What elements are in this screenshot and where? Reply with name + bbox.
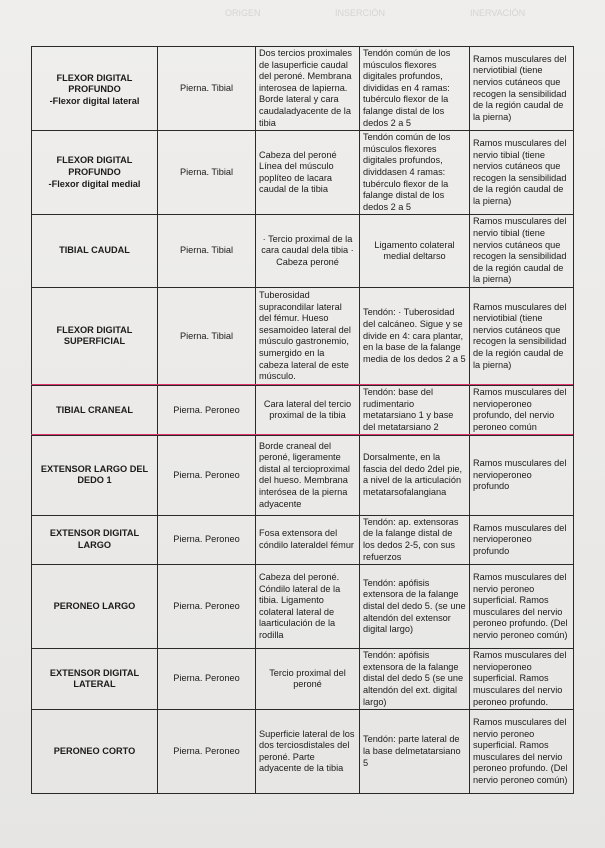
muscle-insertion: Tendón común de los músculos flexores digitales profundos, divididas en 4 ramas: tubérculo flexor de la falange distal de los dedos 2 a 5: [360, 47, 470, 131]
muscle-region: Pierna. Tibial: [158, 47, 256, 131]
highlight-line-bottom: [31, 434, 573, 435]
muscle-region: Pierna. Tibial: [158, 287, 256, 385]
muscle-insertion: Tendón: ap. extensoras de la falange distal de los dedos 2-5, con sus refuerzos: [360, 515, 470, 564]
table-row: [32, 131, 574, 215]
muscle-origin: Superficie lateral de los dos terciosdistales del peroné. Parte adyacente de la tibia: [256, 710, 360, 794]
muscle-name: FLEXOR DIGITAL SUPERFICIAL: [32, 287, 158, 385]
table-row: [32, 565, 574, 649]
muscle-name: TIBIAL CAUDAL: [32, 215, 158, 288]
muscle-region: Pierna. Peroneo: [158, 385, 256, 435]
muscle-table: [31, 46, 574, 794]
table-row: [32, 515, 574, 564]
muscle-insertion: Ligamento colateral medial deltarso: [360, 215, 470, 288]
muscle-insertion: Tendón común de los músculos flexores digitales profundos, dividdasen 4 ramas: tubérculo flexor de la falange distal de los dedos 2 a 5: [360, 131, 470, 215]
muscle-nerve: Ramos musculares del nervioperoneo profundo: [470, 435, 574, 515]
muscle-nerve: Ramos musculares del nervio tibial (tiene nervios cutáneos que recogen la sensibilidad de la región caudal de la pierna): [470, 215, 574, 288]
muscle-name: FLEXOR DIGITAL PROFUNDO -Flexor digital lateral: [32, 47, 158, 131]
table-row: [32, 710, 574, 794]
table-row: [32, 47, 574, 131]
muscle-origin: Cabeza del peroné. Cóndilo lateral de la tibia. Ligamento colateral lateral de laarticulación de la rodilla: [256, 565, 360, 649]
muscle-name: PERONEO CORTO: [32, 710, 158, 794]
ghost-col-insertion: INSERCIÓN: [335, 8, 386, 18]
muscle-insertion: Tendón: apófisis extensora de la falange distal del dedo 5. (se une altendón del extensor digital largo): [360, 565, 470, 649]
muscle-name: EXTENSOR DIGITAL LATERAL: [32, 649, 158, 710]
muscle-origin: Tuberosidad supracondilar lateral del fémur. Hueso sesamoideo lateral del músculo gastronemio, sumergido en la cabeza lateral de este músculo.: [256, 287, 360, 385]
muscle-insertion: Dorsalmente, en la fascia del dedo 2del pie, a nivel de la articulación metatarsofalangiana: [360, 435, 470, 515]
muscle-name: EXTENSOR LARGO DEL DEDO 1: [32, 435, 158, 515]
table-row: [32, 649, 574, 710]
table-row: [32, 287, 574, 385]
muscle-region: Pierna. Peroneo: [158, 710, 256, 794]
muscle-region: Pierna. Tibial: [158, 215, 256, 288]
muscle-origin: Cara lateral del tercio proximal de la tibia: [256, 385, 360, 435]
muscle-origin: Tercio proximal del peroné: [256, 649, 360, 710]
muscle-origin: Fosa extensora del cóndilo lateraldel fémur: [256, 515, 360, 564]
muscle-name: TIBIAL CRANEAL: [32, 385, 158, 435]
muscle-nerve: Ramos musculares del nerviotibial (tiene nervios cutáneos que recogen la sensibilidad de la región caudal de la pierna): [470, 287, 574, 385]
muscle-origin: Borde craneal del peroné, ligeramente distal al tercioproximal del hueso. Membrana interósea de la pierna adyacente: [256, 435, 360, 515]
muscle-nerve: Ramos musculares del nervio peroneo superficial. Ramos musculares del nervio peroneo profundo. (Del nervio peroneo común): [470, 710, 574, 794]
table-row: [32, 385, 574, 435]
ghost-col-origin: ORIGEN: [225, 8, 261, 18]
muscle-region: Pierna. Peroneo: [158, 565, 256, 649]
muscle-nerve: Ramos musculares del nervio peroneo superficial. Ramos musculares del nervio peroneo profundo. (Del nervio peroneo común): [470, 565, 574, 649]
muscle-insertion: Tendón: apófisis extensora de la falange distal del dedo 5 (se une altendón del ext. digital largo): [360, 649, 470, 710]
table-row: [32, 435, 574, 515]
muscle-region: Pierna. Tibial: [158, 131, 256, 215]
muscle-origin: · Tercio proximal de la cara caudal dela tibia · Cabeza peroné: [256, 215, 360, 288]
muscle-region: Pierna. Peroneo: [158, 435, 256, 515]
muscle-name: FLEXOR DIGITAL PROFUNDO -Flexor digital medial: [32, 131, 158, 215]
muscle-nerve: Ramos musculares del nerviotibial (tiene nervios cutáneos que recogen la sensibilidad de la región caudal de la pierna): [470, 47, 574, 131]
muscle-nerve: Ramos musculares del nervioperoneo profundo, del nervio peroneo común: [470, 385, 574, 435]
muscle-nerve: Ramos musculares del nervioperoneo superficial. Ramos musculares del nervio peroneo profundo.: [470, 649, 574, 710]
muscle-region: Pierna. Peroneo: [158, 515, 256, 564]
muscle-name: EXTENSOR DIGITAL LARGO: [32, 515, 158, 564]
muscle-nerve: Ramos musculares del nervioperoneo profundo: [470, 515, 574, 564]
muscle-insertion: Tendón: parte lateral de la base delmetatarsiano 5: [360, 710, 470, 794]
highlight-line-top: [31, 384, 573, 385]
table-row: [32, 215, 574, 288]
muscle-origin: Dos tercios proximales de lasuperficie caudal del peroné. Membrana interosea de lapierna. Borde lateral y cara caudaladyacente de la tibia: [256, 47, 360, 131]
muscle-origin: Cabeza del peroné Línea del músculo poplíteo de lacara caudal de la tibia: [256, 131, 360, 215]
muscle-insertion: Tendón: base del rudimentario metatarsiano 1 y base del metatarsiano 2: [360, 385, 470, 435]
bleed-through-header: [0, 0, 605, 40]
muscle-insertion: Tendón: · Tuberosidad del calcáneo. Sigue y se divide en 4: cara plantar, en la base de la falange media de los dedos 2 a 5: [360, 287, 470, 385]
muscle-nerve: Ramos musculares del nervio tibial (tiene nervios cutáneos que recogen la sensibilidad de la región caudal de la pierna): [470, 131, 574, 215]
muscle-name: PERONEO LARGO: [32, 565, 158, 649]
ghost-col-nerve: INERVACIÓN: [470, 8, 526, 18]
muscle-region: Pierna. Peroneo: [158, 649, 256, 710]
